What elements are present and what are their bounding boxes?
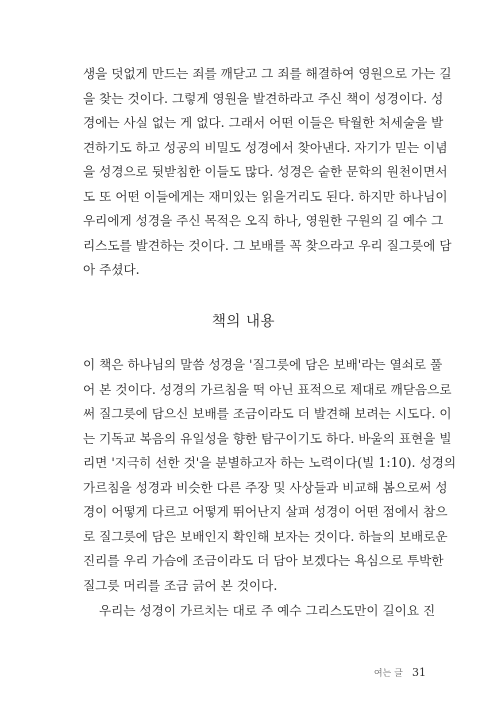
text-line: 이 책은 하나님의 말씀 성경을 '질그릇에 담은 보배'라는 열쇠로 풀 xyxy=(83,357,443,372)
section-heading: 책의 내용 xyxy=(211,314,276,330)
content-paragraph xyxy=(83,353,457,598)
text-line: 는 기독교 복음의 유일성을 향한 탐구이기도 하다. 바울의 표현을 빌 xyxy=(83,430,452,446)
text-line: 견하기도 하고 성공의 비밀도 성경에서 찾아낸다. 자기가 믿는 이념 xyxy=(83,139,448,155)
text-line: 우리에게 성경을 주신 목적은 오직 하나, 영원한 구원의 길 예수 그 xyxy=(83,213,444,228)
text-line: 생을 덧없게 만드는 죄를 깨닫고 그 죄를 해결하여 영원으로 가는 길 xyxy=(83,66,452,81)
text-line: 경이 어떻게 다르고 어떻게 뛰어난지 살펴 성경이 어떤 점에서 참으 xyxy=(83,504,448,519)
running-title: 여는 글 xyxy=(373,669,403,679)
text-line: 우리는 성경이 가르치는 대로 주 예수 그리스도만이 길이요 진 xyxy=(99,603,436,618)
text-line: 어 본 것이다. 성경의 가르침을 떡 아닌 표적으로 제대로 깨닫음으로 xyxy=(83,381,452,397)
text-line: 진리를 우리 가슴에 조금이라도 더 담아 보겠다는 욕심으로 투박한 xyxy=(83,553,444,568)
text-line: 로 질그릇에 담은 보배인지 확인해 보자는 것이다. 하늘의 보배로운 xyxy=(83,528,448,544)
text-line: 도 또 어떤 이들에게는 재미있는 읽을거리도 된다. 하지만 하나님이 xyxy=(83,188,448,204)
text-line: 아 주셨다. xyxy=(83,262,140,277)
page-number: 31 xyxy=(412,666,426,679)
text-line: 을 성경으로 뒷받침한 이들도 많다. 성경은 숱한 문학의 원천이면서 xyxy=(83,164,448,179)
closing-paragraph xyxy=(83,599,436,624)
text-line: 을 찾는 것이다. 그렇게 영원을 발견하라고 주신 책이 성경이다. 성 xyxy=(83,90,444,106)
intro-paragraph xyxy=(83,62,452,283)
text-line: 경에는 사실 없는 게 없다. 그래서 어떤 이들은 탁월한 처세술을 발 xyxy=(83,115,444,130)
text-line: 질그릇 머리를 조금 긁어 본 것이다. xyxy=(83,577,278,593)
text-line: 리면 '지극히 선한 것'을 분별하고자 하는 노력이다(빌 1:10). 성경의 xyxy=(83,455,457,470)
text-line: 리스도를 발견하는 것이다. 그 보배를 꼭 찾으라고 우리 질그릇에 담 xyxy=(83,237,452,253)
page-footer xyxy=(374,666,426,679)
text-line: 가르침을 성경과 비슷한 다른 주장 및 사상들과 비교해 봄으로써 성 xyxy=(83,479,448,495)
text-line: 써 질그릇에 담으신 보배를 조금이라도 더 발견해 보려는 시도다. 이 xyxy=(83,406,452,421)
